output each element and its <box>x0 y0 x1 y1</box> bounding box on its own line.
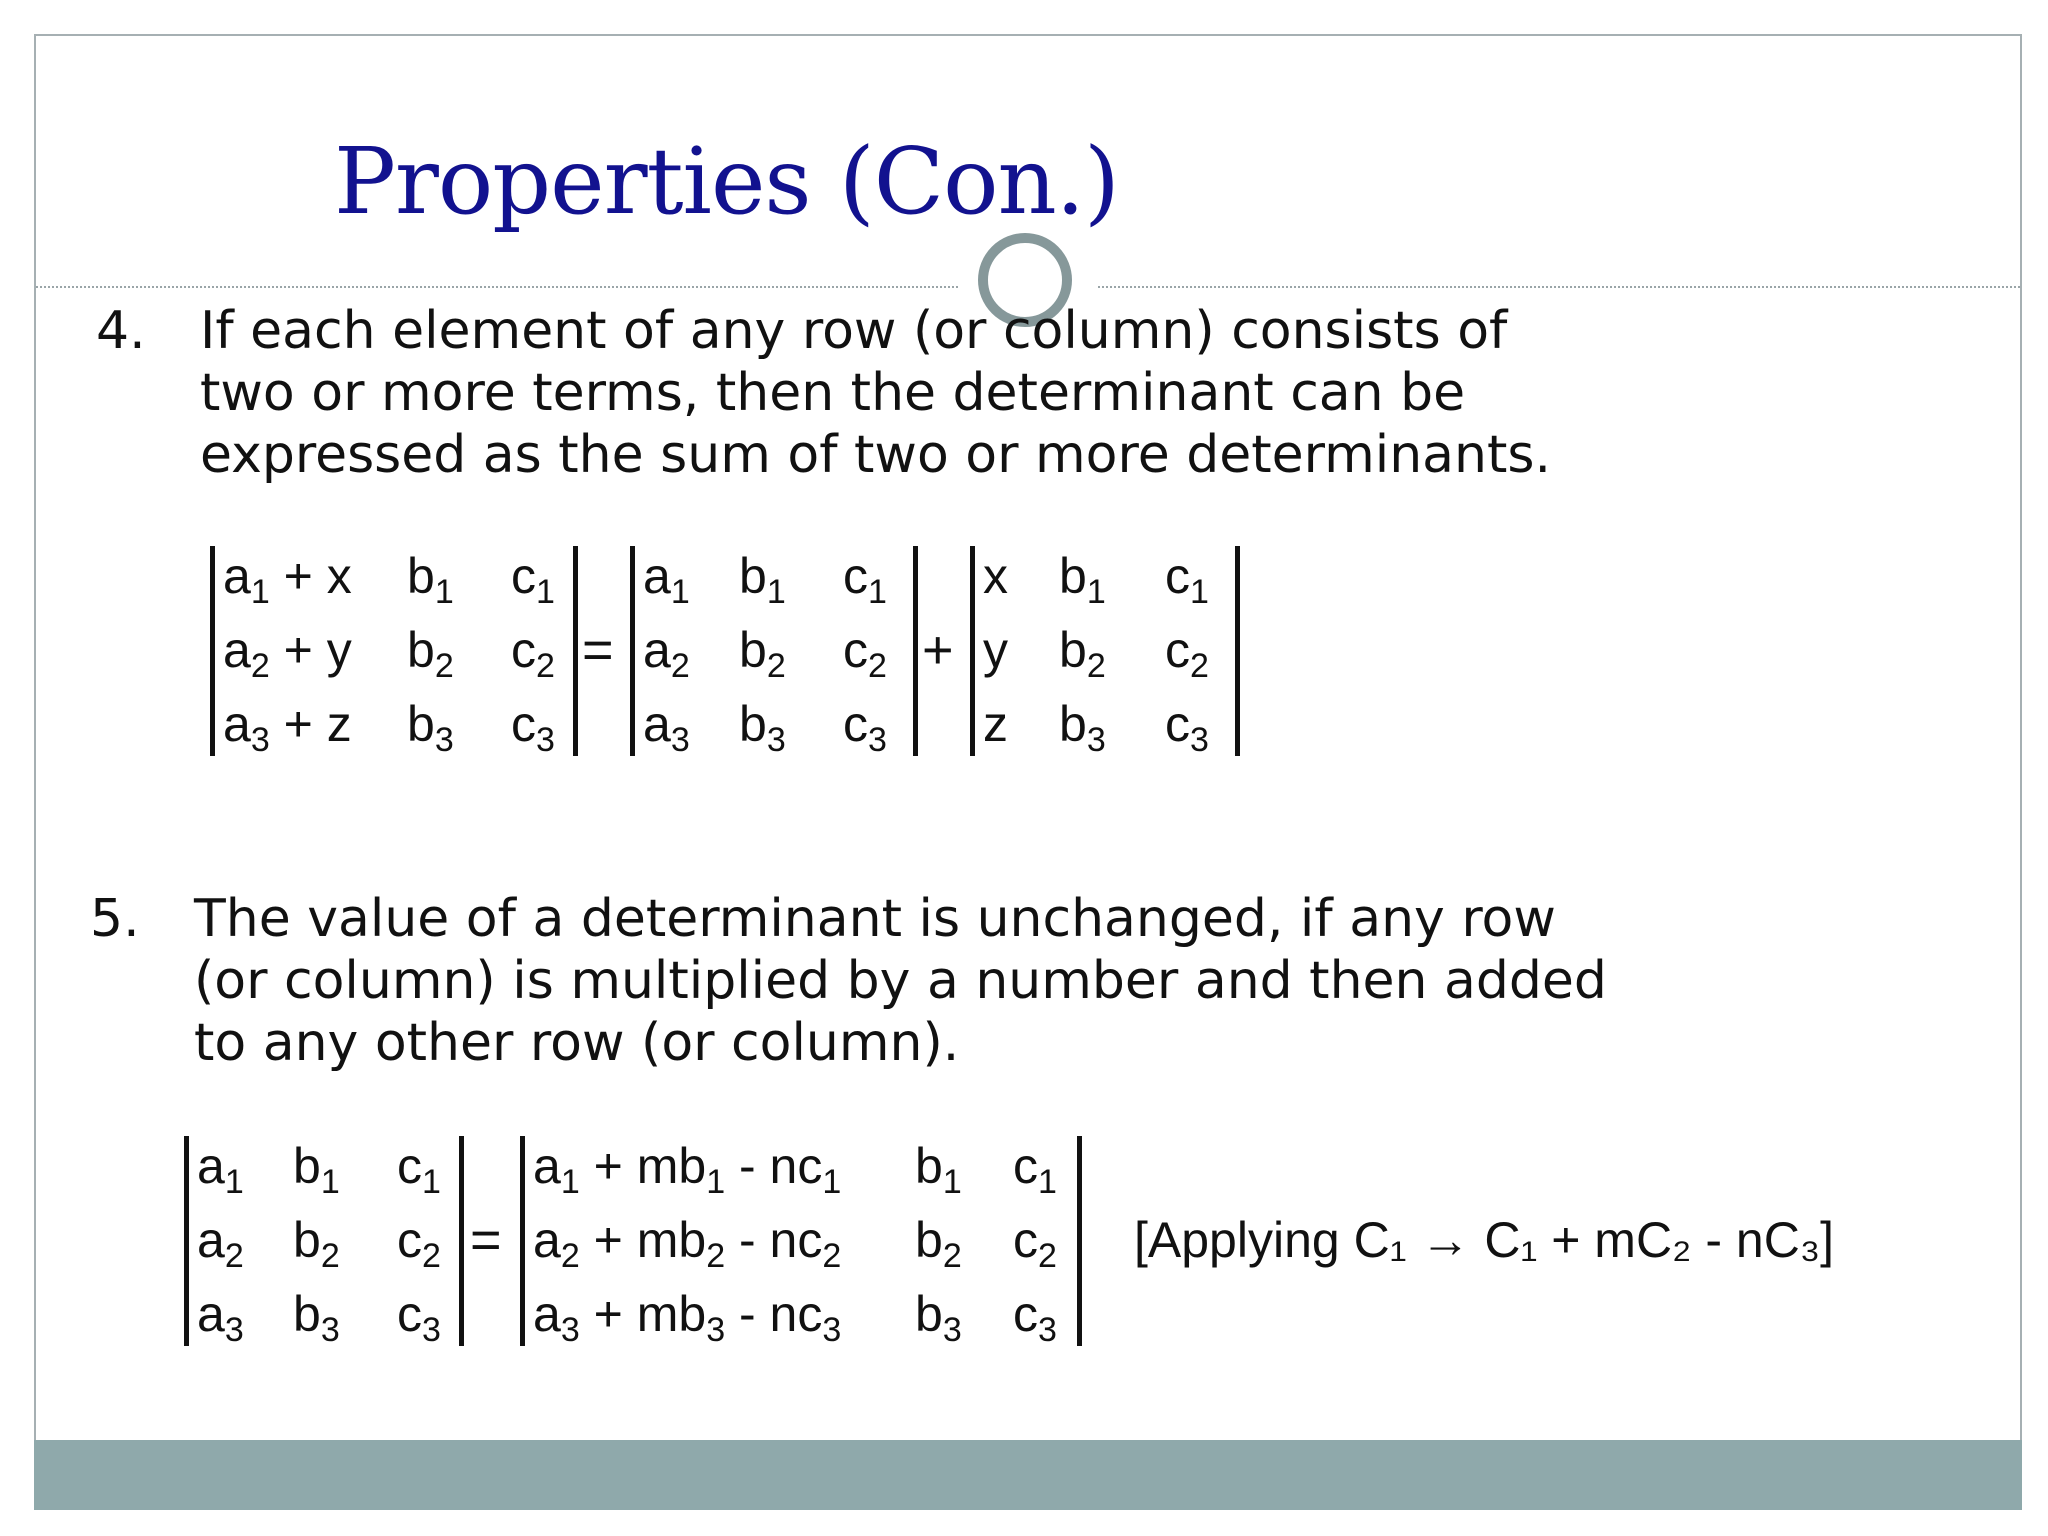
cell-c1: $c_1$ <box>511 548 555 611</box>
cell-c1: $c_1$ <box>1013 1138 1057 1201</box>
cell-b1: $b_1$ <box>1059 548 1106 611</box>
cell-c2: $c_2$ <box>397 1212 441 1275</box>
property-5-number: 5. <box>90 889 140 949</box>
cell-c3: $c_3$ <box>1013 1286 1057 1349</box>
cell-b3: $b_3$ <box>407 696 454 759</box>
cell-a1-plus-x: $a_1 + x$ <box>223 548 352 611</box>
cell-b3: $b_3$ <box>739 696 786 759</box>
cell-a2: $a_2$ <box>643 622 690 685</box>
cell-c1: $c_1$ <box>843 548 887 611</box>
cell-a3-plus-z: $a_3 + z$ <box>223 696 352 759</box>
title-divider-right <box>1098 286 2020 288</box>
cell-b2: $b_2$ <box>739 622 786 685</box>
cell-b3: $b_3$ <box>293 1286 340 1349</box>
cell-a1: $a_1$ <box>197 1138 244 1201</box>
cell-c1: $c_1$ <box>1165 548 1209 611</box>
equals-sign: = <box>582 620 614 680</box>
property-4-line-1: If each element of any row (or column) consists of <box>200 301 1508 361</box>
cell-a3: $a_3$ <box>197 1286 244 1349</box>
cell-b2: $b_2$ <box>293 1212 340 1275</box>
cell-a1-plus-mb1-minus-nc1: $a_1 + mb_1 - nc_1$ <box>533 1138 842 1201</box>
cell-b1: $b_1$ <box>915 1138 962 1201</box>
cell-a2: $a_2$ <box>197 1212 244 1275</box>
property-5-line-1: The value of a determinant is unchanged, if any row <box>194 889 1556 949</box>
cell-a2-plus-mb2-minus-nc2: $a_2 + mb_2 - nc_2$ <box>533 1212 842 1275</box>
cell-a3: $a_3$ <box>643 696 690 759</box>
property-4-number: 4. <box>96 301 146 361</box>
determinant-left <box>210 546 578 759</box>
cell-c1: $c_1$ <box>397 1138 441 1201</box>
property-5-line-2: (or column) is multiplied by a number and then added <box>194 951 1607 1011</box>
operation-note: [Applying C₁ → C₁ + mC₂ - nC₃] <box>1134 1212 1835 1268</box>
cell-c2: $c_2$ <box>843 622 887 685</box>
title-divider-left <box>36 286 958 288</box>
cell-b2: $b_2$ <box>407 622 454 685</box>
equals-sign: = <box>470 1210 502 1270</box>
cell-b1: $b_1$ <box>407 548 454 611</box>
determinant-abc <box>630 546 918 759</box>
cell-b1: $b_1$ <box>739 548 786 611</box>
determinant-transformed <box>520 1136 1082 1349</box>
cell-a1: $a_1$ <box>643 548 690 611</box>
property-4-line-3: expressed as the sum of two or more determinants. <box>200 425 1551 485</box>
cell-b2: $b_2$ <box>915 1212 962 1275</box>
property-5-line-3: to any other row (or column). <box>194 1013 960 1073</box>
cell-c2: $c_2$ <box>511 622 555 685</box>
cell-c3: $c_3$ <box>511 696 555 759</box>
cell-c2: $c_2$ <box>1013 1212 1057 1275</box>
cell-b2: $b_2$ <box>1059 622 1106 685</box>
determinant-xyz <box>970 546 1240 759</box>
plus-sign: + <box>922 620 954 680</box>
cell-c2: $c_2$ <box>1165 622 1209 685</box>
property-4-line-2: two or more terms, then the determinant can be <box>200 363 1466 423</box>
cell-c3: $c_3$ <box>1165 696 1209 759</box>
cell-c3: $c_3$ <box>843 696 887 759</box>
determinant-original <box>184 1136 464 1349</box>
slide-title: Properties (Con.) <box>334 128 1119 235</box>
footer-bar <box>34 1440 2022 1510</box>
cell-c3: $c_3$ <box>397 1286 441 1349</box>
cell-b1: $b_1$ <box>293 1138 340 1201</box>
cell-a2-plus-y: $a_2 + y$ <box>223 622 352 685</box>
cell-a3-plus-mb3-minus-nc3: $a_3 + mb_3 - nc_3$ <box>533 1286 842 1349</box>
cell-b3: $b_3$ <box>1059 696 1106 759</box>
cell-y: y <box>983 622 1008 678</box>
cell-b3: $b_3$ <box>915 1286 962 1349</box>
cell-x: x <box>983 548 1008 604</box>
cell-z: z <box>983 696 1008 752</box>
